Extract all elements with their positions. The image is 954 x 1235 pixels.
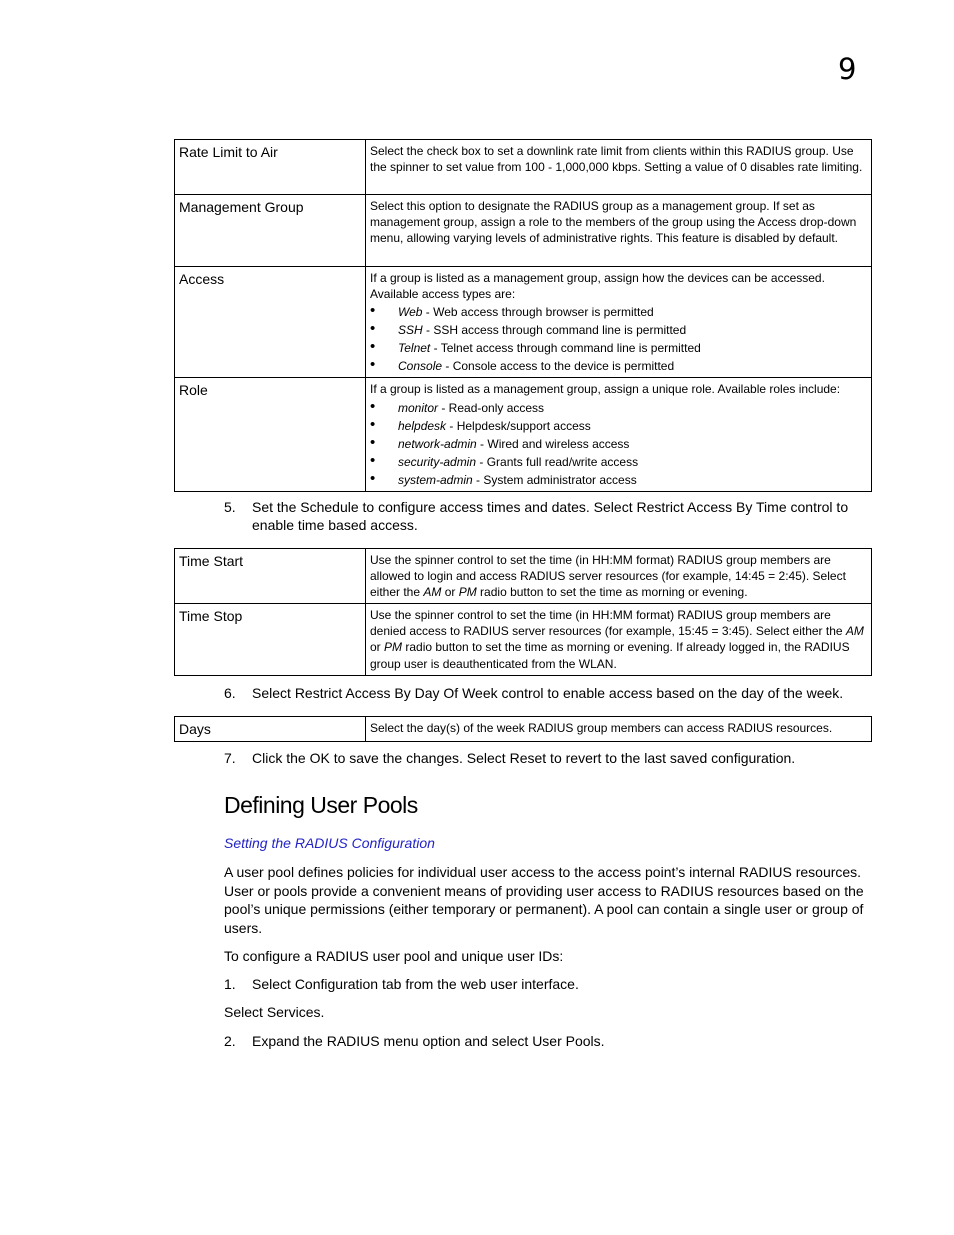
roles-list <box>370 399 867 489</box>
list-item: • Telnet - Telnet access through command line is permitted <box>370 339 867 357</box>
ui-term-restrict-access-by-day: Restrict Access By Day Of Week <box>294 685 498 701</box>
group-settings-table <box>174 139 872 492</box>
ui-term-services: Services <box>266 1004 321 1020</box>
desc-role-intro: If a group is listed as a management group, assign a unique role. Available roles include: <box>370 382 841 397</box>
step-text: Select Restrict Access By Day Of Week control to enable access based on the day of the week. <box>252 685 844 701</box>
desc-days: Select the day(s) of the week RADIUS group members can access RADIUS resources. <box>366 717 872 742</box>
step-number: 7. <box>224 750 236 766</box>
term-days: Days <box>175 717 366 742</box>
ui-term-restrict-access-by-time: Restrict Access By Time <box>636 499 787 515</box>
step-text: Set the Schedule to configure access times and dates. Select Restrict Access By Time control to enable time based access. <box>252 499 849 533</box>
table-row <box>175 378 872 491</box>
chapter-number: 9 <box>838 52 857 86</box>
term-access: Access <box>175 267 366 378</box>
ui-term-radius: RADIUS <box>326 1033 380 1049</box>
term-role: Role <box>175 378 366 491</box>
list-item: • network-admin - Wired and wireless access <box>370 435 867 453</box>
table-row <box>175 717 872 742</box>
ui-term-ok: OK <box>309 750 330 766</box>
desc-time-stop: Use the spinner control to set the time (in HH:MM format) RADIUS group members are denied access to RADIUS server resources (for example, 15:45 = 3:45). Select either the AM or PM radio button to set the time as morning or evening. If already logged in, the RADIUS group user is deauthenticated from the WLAN. <box>366 604 872 676</box>
table-row <box>175 549 872 604</box>
list-item: • monitor - Read-only access <box>370 399 867 417</box>
step-number: 2. <box>224 1033 236 1049</box>
desc-access <box>366 267 872 378</box>
step-number: 6. <box>224 685 236 701</box>
step-1 <box>224 975 874 993</box>
table-row <box>175 604 872 676</box>
term-rate-limit: Rate Limit to Air <box>175 140 366 195</box>
desc-management-group: Select this option to designate the RADIUS group as a management group. If set as management group, assign a role to the members of the group using the Access drop-down menu, allowing varying levels of administrative rights. This feature is disabled by default. <box>366 195 872 267</box>
list-item: • Console - Console access to the device is permitted <box>370 357 867 375</box>
access-types-list <box>370 303 867 375</box>
step-text: Select Configuration tab from the web user interface. <box>252 976 579 992</box>
list-item: • security-admin - Grants full read/write access <box>370 453 867 471</box>
desc-time-start: Use the spinner control to set the time (in HH:MM format) RADIUS group members are allowed to login and access RADIUS server resources (for example, 14:45 = 2:45). Select either the AM or PM radio button to set the time as morning or evening. <box>366 549 872 604</box>
time-settings-table <box>174 548 872 676</box>
list-item: • Web - Web access through browser is permitted <box>370 303 867 321</box>
section-title: Defining User Pools <box>224 792 418 818</box>
list-item: • helpdesk - Helpdesk/support access <box>370 417 867 435</box>
table-row <box>175 267 872 378</box>
days-table <box>174 716 872 742</box>
step-7 <box>224 749 874 767</box>
list-item: • SSH - SSH access through command line is permitted <box>370 321 867 339</box>
step-5 <box>224 498 874 534</box>
term-management-group: Management Group <box>175 195 366 267</box>
step-text: Click the OK to save the changes. Select Reset to revert to the last saved configuration. <box>252 750 796 766</box>
step-6 <box>224 684 874 702</box>
ui-term-configuration: Configuration <box>294 976 379 992</box>
term-time-stop: Time Stop <box>175 604 366 676</box>
table-row <box>175 195 872 267</box>
intro-paragraph: A user pool defines policies for individual user access to the access point’s internal RADIUS resources. User or pools provide a convenient means of providing user access to RADIUS resources based on the pool’s unique permissions (either temporary or permanent). A pool can contain a single user or group of users. <box>224 864 864 936</box>
term-time-start: Time Start <box>175 549 366 604</box>
ui-term-schedule: Schedule <box>300 499 359 515</box>
instruction-paragraph: To configure a RADIUS user pool and unique user IDs: <box>224 948 564 964</box>
ui-term-reset: Reset <box>509 750 547 766</box>
select-services-line: Select Services. <box>224 1004 325 1020</box>
desc-access-intro: If a group is listed as a management group, assign how the devices can be accessed. Available access types are: <box>370 271 825 302</box>
table-row <box>175 140 872 195</box>
step-number: 5. <box>224 499 236 515</box>
step-text: Expand the RADIUS menu option and select User Pools. <box>252 1033 605 1049</box>
cross-reference-link[interactable]: Setting the RADIUS Configuration <box>224 835 435 851</box>
step-number: 1. <box>224 976 236 992</box>
desc-role <box>366 378 872 491</box>
desc-rate-limit: Select the check box to set a downlink rate limit from clients within this RADIUS group. Use the spinner to set value from 100 - 1,000,000 kbps. Setting a value of 0 disables rate limiting. <box>366 140 872 195</box>
ui-term-user-pools: User Pools <box>532 1033 601 1049</box>
list-item: • system-admin - System administrator access <box>370 471 867 489</box>
step-2 <box>224 1032 874 1050</box>
